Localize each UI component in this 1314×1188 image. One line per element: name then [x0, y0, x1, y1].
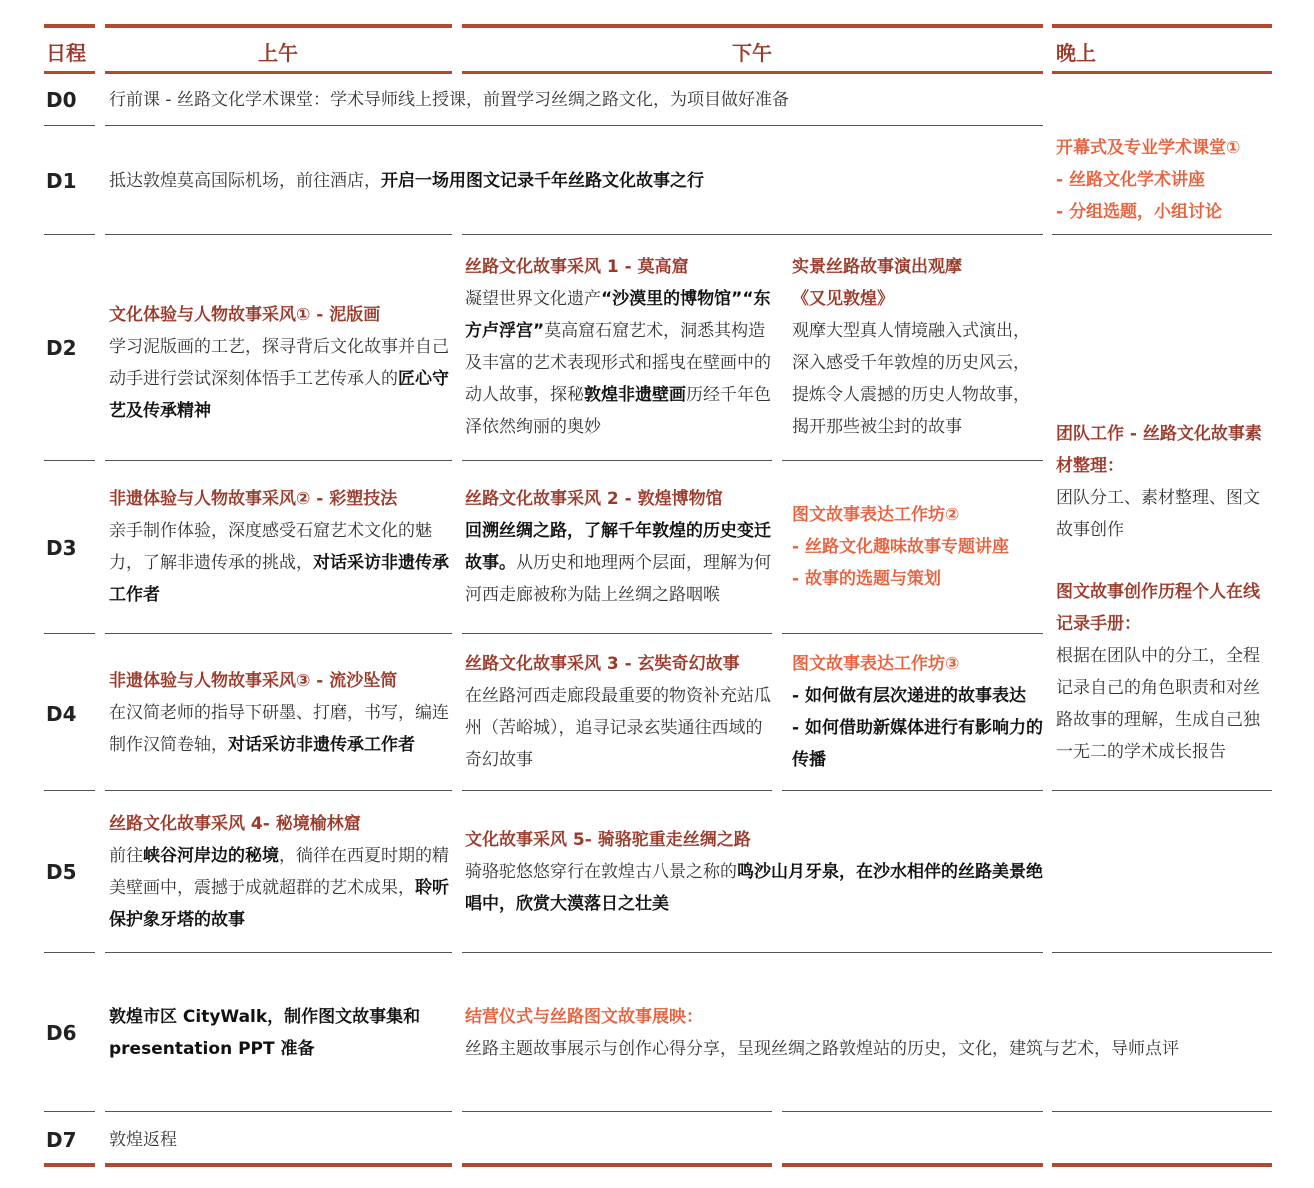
evening-block [1056, 418, 1270, 768]
d3-pm2-item: - 故事的选题与策划 [792, 569, 941, 589]
header-afternoon: 下午 [732, 41, 772, 65]
row-rule [1052, 790, 1272, 791]
day-label-d3: D3 [46, 536, 77, 560]
row-rule [105, 460, 452, 461]
bottom-rule [462, 1163, 772, 1167]
row-rule [105, 790, 452, 791]
top-rule-day [44, 24, 95, 28]
header-day: 日程 [46, 41, 86, 65]
d2-pm2-title: 实景丝路故事演出观摩 [792, 257, 962, 277]
row-rule [782, 1111, 1043, 1112]
row-rule [44, 460, 95, 461]
d5-morning-title: 丝路文化故事采风 4- 秘境榆林窟 [109, 814, 361, 834]
d4-afternoon-1 [465, 648, 775, 776]
header-rule-day [44, 71, 95, 74]
d1-morning-highlight: 开启一场用图文记录千年丝路文化故事之行 [381, 171, 704, 191]
d5-pm-body: 骑骆驼悠悠穿行在敦煌古八景之称的鸣沙山月牙泉，在沙水相伴的丝路美景绝唱中，欣赏大漠落日之壮美 [465, 862, 1043, 914]
bottom-rule [44, 1163, 95, 1167]
d3-pm1-title: 丝路文化故事采风 2 - 敦煌博物馆 [465, 489, 723, 509]
row-rule [105, 125, 1043, 126]
d4-morning [109, 665, 451, 761]
row-rule [462, 234, 1043, 235]
row-rule [44, 790, 95, 791]
d2-morning-title: 文化体验与人物故事采风① - 泥版画 [109, 305, 381, 325]
d5-morning [109, 808, 451, 936]
row-rule [462, 790, 772, 791]
row-rule [44, 234, 95, 235]
row-rule [105, 234, 452, 235]
d3-morning-body: 亲手制作体验，深度感受石窟艺术文化的魅力，了解非遗传承的挑战，对话采访非遗传承工作者 [109, 521, 449, 605]
d1-evening-item: - 分组选题，小组讨论 [1056, 202, 1222, 222]
d7-text: 敦煌返程 [109, 1130, 177, 1150]
d6-pm-body: 丝路主题故事展示与创作心得分享，呈现丝绸之路敦煌站的历史，文化，建筑与艺术，导师点评 [465, 1039, 1179, 1059]
d4-pm2-title: 图文故事表达工作坊③ [792, 654, 960, 674]
d1-evening-title: 开幕式及专业学术课堂① [1056, 138, 1241, 158]
row-rule [44, 125, 95, 126]
d2-morning-body: 学习泥版画的工艺，探寻背后文化故事并自己动手进行尝试深刻体悟手工艺传承人的匠心守艺及传承精神 [109, 337, 449, 421]
evening-team-text: 团队分工、素材整理、图文故事创作 [1056, 488, 1260, 540]
day-label-d4: D4 [46, 702, 77, 726]
d3-pm1-body: 回溯丝绸之路，了解千年敦煌的历史变迁故事。从历史和地理两个层面，理解为何河西走廊被称为陆上丝绸之路咽喉 [465, 521, 771, 605]
header-rule-morning [105, 71, 452, 74]
row-rule [105, 1111, 452, 1112]
day-label-d6: D6 [46, 1021, 77, 1045]
d2-pm2-subtitle: 《又见敦煌》 [792, 289, 894, 309]
d1-morning-text: 抵达敦煌莫高国际机场，前往酒店， [109, 171, 381, 191]
row-rule [44, 1111, 95, 1112]
d4-morning-body: 在汉简老师的指导下研墨、打磨，书写，编连制作汉简卷轴，对话采访非遗传承工作者 [109, 703, 449, 755]
row-rule [462, 952, 1043, 953]
header-rule-afternoon [462, 71, 1043, 74]
row-rule [782, 460, 1043, 461]
d5-morning-body: 前往峡谷河岸边的秘境，徜徉在西夏时期的精美壁画中，震撼于成就超群的艺术成果，聆听保护象牙塔的故事 [109, 846, 449, 930]
d3-morning [109, 483, 451, 611]
d6-afternoon [465, 1001, 1255, 1065]
header-rule-evening [1052, 71, 1272, 74]
d2-morning [109, 299, 451, 427]
top-rule-afternoon [462, 24, 1043, 28]
d3-afternoon-1 [465, 483, 775, 611]
day-label-d7: D7 [46, 1128, 77, 1152]
day-label-d2: D2 [46, 336, 77, 360]
bottom-rule [782, 1163, 1043, 1167]
row-rule [462, 1111, 772, 1112]
header-morning: 上午 [258, 41, 298, 65]
row-rule [1052, 952, 1272, 953]
header-evening: 晚上 [1056, 41, 1096, 65]
d3-pm2-item: - 丝路文化趣味故事专题讲座 [792, 537, 1009, 557]
d2-pm2-body: 观摩大型真人情境融入式演出，深入感受千年敦煌的历史风云，提炼令人震撼的历史人物故事，揭开那些被尘封的故事 [792, 321, 1030, 437]
d5-afternoon [465, 824, 1045, 920]
d4-pm1-title: 丝路文化故事采风 3 - 玄奘奇幻故事 [465, 654, 740, 674]
d3-morning-title: 非遗体验与人物故事采风② - 彩塑技法 [109, 489, 398, 509]
d6-pm-title: 结营仪式与丝路图文故事展映： [465, 1007, 703, 1027]
evening-team-title: 团队工作 - 丝路文化故事素材整理： [1056, 424, 1262, 476]
bottom-rule [1052, 1163, 1272, 1167]
d3-afternoon-2 [792, 499, 1042, 595]
row-rule [782, 790, 1043, 791]
row-rule [105, 633, 452, 634]
day-label-d5: D5 [46, 860, 77, 884]
row-rule [462, 633, 772, 634]
top-rule-evening [1052, 24, 1272, 28]
d4-afternoon-2 [792, 648, 1044, 776]
d4-pm1-body: 在丝路河西走廊段最重要的物资补充站瓜州（苦峪城），追寻记录玄奘通往西域的奇幻故事 [465, 686, 771, 770]
row-rule [1052, 1111, 1272, 1112]
top-rule-morning [105, 24, 452, 28]
evening-record-title: 图文故事创作历程个人在线记录手册： [1056, 582, 1260, 634]
row-rule [1052, 234, 1272, 235]
d1-morning [109, 165, 704, 197]
d4-pm2-item: - 如何借助新媒体进行有影响力的传播 [792, 718, 1043, 770]
bottom-rule [105, 1163, 452, 1167]
d6-morning: 敦煌市区 CityWalk，制作图文故事集和 presentation PPT 准备 [109, 1007, 421, 1059]
d2-pm1-title: 丝路文化故事采风 1 - 莫高窟 [465, 257, 689, 277]
row-rule [782, 633, 1043, 634]
d4-pm2-item: - 如何做有层次递进的故事表达 [792, 686, 1026, 706]
d5-pm-title: 文化故事采风 5- 骑骆驼重走丝绸之路 [465, 830, 751, 850]
evening-record-text: 根据在团队中的分工，全程记录自己的角色职责和对丝路故事的理解，生成自己独一无二的学术成长报告 [1056, 646, 1260, 762]
row-rule [462, 460, 772, 461]
d2-afternoon-2 [792, 251, 1042, 443]
d1-evening-item: - 丝路文化学术讲座 [1056, 170, 1205, 190]
day-label-d0: D0 [46, 88, 77, 112]
d3-pm2-title: 图文故事表达工作坊② [792, 505, 960, 525]
row-rule [44, 633, 95, 634]
row-rule [44, 952, 95, 953]
row-rule [105, 952, 452, 953]
d4-morning-title: 非遗体验与人物故事采风③ - 流沙坠简 [109, 671, 398, 691]
d2-afternoon-1 [465, 251, 775, 443]
d0-text: 行前课 - 丝路文化学术课堂：学术导师线上授课，前置学习丝绸之路文化，为项目做好准备 [109, 90, 789, 110]
day-label-d1: D1 [46, 169, 77, 193]
d1-evening [1056, 132, 1270, 228]
d2-pm1-body: 凝望世界文化遗产“沙漠里的博物馆”“东方卢浮宫”莫高窟石窟艺术，洞悉其构造及丰富的艺术表现形式和摇曳在壁画中的动人故事，探秘敦煌非遗壁画历经千年色泽依然绚丽的奥妙 [465, 289, 771, 437]
